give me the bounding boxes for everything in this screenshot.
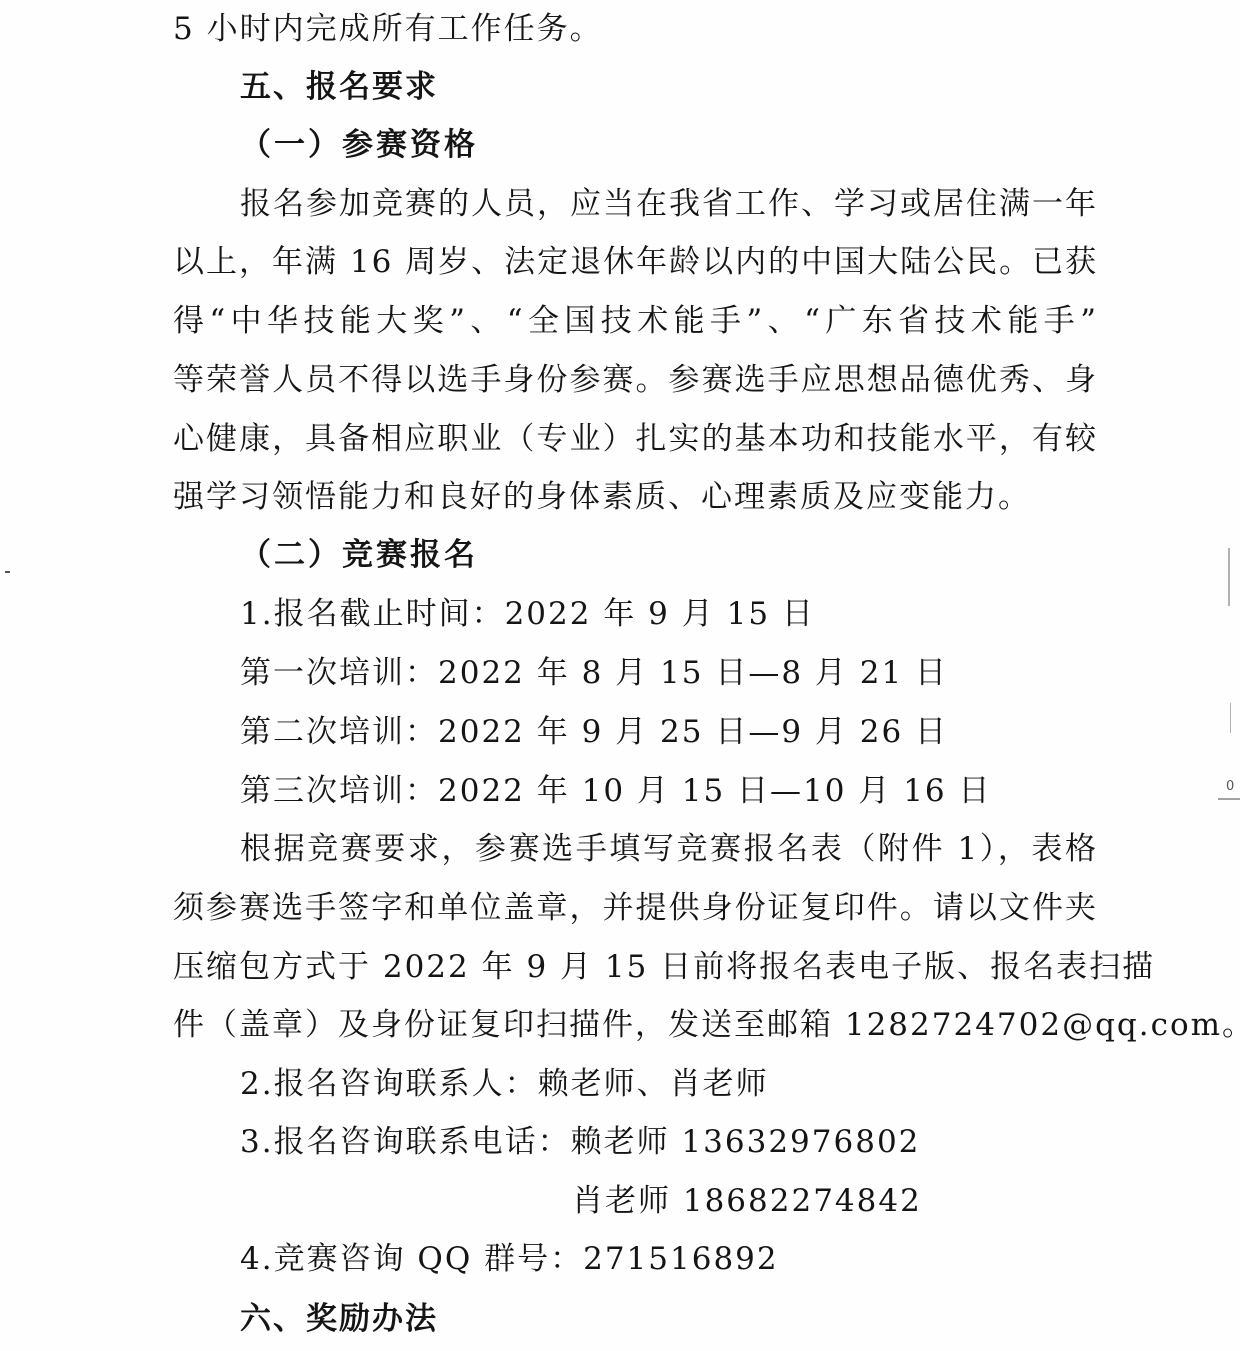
scan-artifact xyxy=(1218,798,1240,800)
training-session-1: 第一次培训：2022 年 8 月 15 日—8 月 21 日 xyxy=(240,655,949,691)
scan-artifact xyxy=(1230,703,1231,733)
paragraph-continuation: 5 小时内完成所有工作任务。 xyxy=(173,11,603,47)
training-session-2: 第二次培训：2022 年 9 月 25 日—9 月 26 日 xyxy=(240,714,949,750)
subheading-eligibility: （一）参赛资格 xyxy=(240,127,478,163)
eligibility-paragraph-line-4: 等荣誉人员不得以选手身份参赛。参赛选手应思想品德优秀、身 xyxy=(173,362,1098,398)
submission-paragraph-line-4: 件（盖章）及身份证复印扫描件，发送至邮箱 1282724702@qq.com。 xyxy=(173,1007,1255,1043)
submission-paragraph-line-1: 根据竞赛要求，参赛选手填写竞赛报名表（附件 1），表格 xyxy=(240,831,1098,867)
section-heading-awards: 六、奖励办法 xyxy=(240,1301,438,1337)
eligibility-paragraph-line-5: 心健康，具备相应职业（专业）扎实的基本功和技能水平，有较 xyxy=(173,421,1098,457)
training-session-3: 第三次培训：2022 年 10 月 15 日—10 月 16 日 xyxy=(240,773,992,809)
scan-artifact xyxy=(5,571,10,573)
contact-phone-lai: 3.报名咨询联系电话：赖老师 13632976802 xyxy=(240,1124,921,1160)
eligibility-paragraph-line-3: 得“中华技能大奖”、“全国技术能手”、“广东省技术能手” xyxy=(173,303,1098,339)
submission-paragraph-line-2: 须参赛选手签字和单位盖章，并提供身份证复印件。请以文件夹 xyxy=(173,890,1098,926)
margin-mark: 0 xyxy=(1226,779,1235,794)
submission-paragraph-line-3: 压缩包方式于 2022 年 9 月 15 日前将报名表电子版、报名表扫描 xyxy=(173,949,1156,985)
section-heading-registration: 五、报名要求 xyxy=(240,69,438,105)
qq-group: 4.竞赛咨询 QQ 群号：271516892 xyxy=(240,1241,779,1277)
contact-phone-xiao: 肖老师 18682274842 xyxy=(572,1183,922,1219)
subheading-registration: （二）竞赛报名 xyxy=(240,537,478,573)
eligibility-paragraph-line-1: 报名参加竞赛的人员，应当在我省工作、学习或居住满一年 xyxy=(240,186,1098,222)
scan-artifact xyxy=(1228,548,1230,606)
eligibility-paragraph-line-6: 强学习领悟能力和良好的身体素质、心理素质及应变能力。 xyxy=(173,479,1031,515)
eligibility-paragraph-line-2: 以上，年满 16 周岁、法定退休年龄以内的中国大陆公民。已获 xyxy=(173,244,1099,280)
contact-persons: 2.报名咨询联系人：赖老师、肖老师 xyxy=(240,1066,769,1102)
registration-deadline: 1.报名截止时间：2022 年 9 月 15 日 xyxy=(240,596,815,632)
